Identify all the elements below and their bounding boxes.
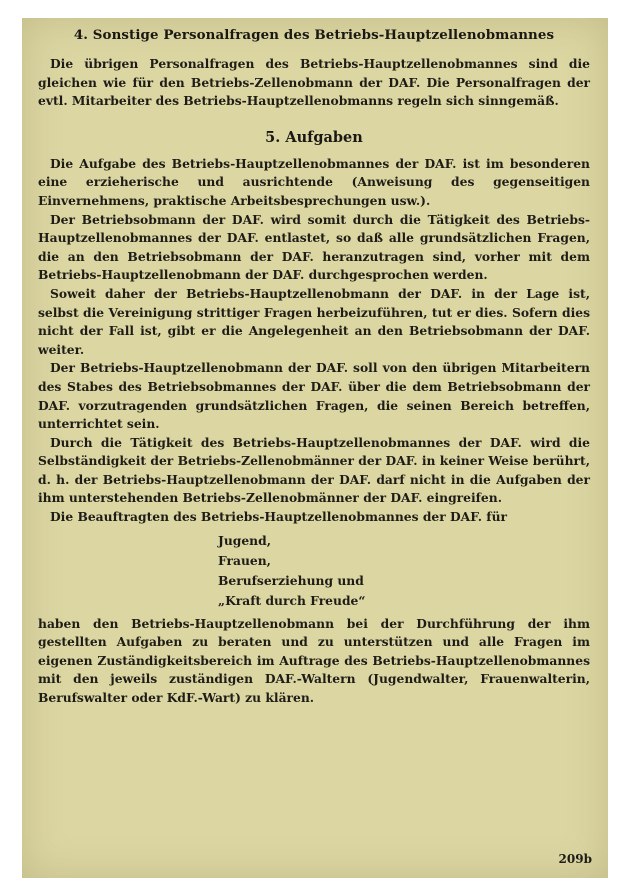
- section-4-heading: 4. Sonstige Personalfragen des Betriebs-Hauptzellenobmannes: [73, 27, 555, 43]
- section-5-heading: 5. Aufgaben: [265, 128, 363, 146]
- document-page: [22, 18, 608, 878]
- section-5-paragraph-4: Der Betriebs-Hauptzellenobmann der DAF. soll von den übrigen Mitarbeitern des Stabes des Betriebsobmannes der DAF. über die dem Betriebsobmann der DAF. vorzutragenden grundsätzlichen Fragen, die seinen Bereich betreffen, unterrichtet sein.: [38, 360, 590, 432]
- section-5-closing-paragraph: haben den Betriebs-Hauptzellenobmann bei der Durchführung der ihm gestellten Aufgaben zu beraten und zu unterstützen und alle Fragen im eigenen Zuständigkeitsbereich im Auftrage des Betriebs-Hauptzellenobmannes mit den jeweils zuständigen DAF.-Waltern (Jugendwalter, Frauenwalterin, Berufswalter oder KdF.-Wart) zu klären.: [38, 615, 590, 706]
- section-5-paragraph-2: Der Betriebsobmann der DAF. wird somit durch die Tätigkeit des Betriebs-Hauptzellenobmannes der DAF. entlastet, so daß alle grundsätzlichen Fragen, die an den Betriebsobmann der DAF. heranzutragen sind, vorher mit dem Betriebs-Hauptzellenobmann der DAF. durchgesprochen werden.: [38, 211, 590, 283]
- list-item: Jugend,: [218, 532, 272, 548]
- section-5-paragraph-5: Durch die Tätigkeit des Betriebs-Hauptzellenobmannes der DAF. wird die Selbständigkeit der Betriebs-Zellenobmänner der DAF. in keiner Weise berührt, d. h. der Betriebs-Hauptzellenobmann der DAF. darf nicht in die Aufgaben der ihm unterstehenden Betriebs-Zellenobmänner der DAF. eingreifen.: [38, 434, 590, 506]
- representatives-list: [38, 531, 590, 611]
- list-item: „Kraft durch Freude“: [218, 592, 366, 608]
- page-number: 209b: [558, 852, 592, 866]
- section-5-paragraph-1: Die Aufgabe des Betriebs-Hauptzellenobmannes der DAF. ist im besonderen eine erzieherische und ausrichtende (Anweisung des gegenseitigen Einvernehmens, praktische Arbeitsbesprechungen usw.).: [38, 155, 590, 208]
- section-4-paragraph: Die übrigen Personalfragen des Betriebs-Hauptzellenobmannes sind die gleichen wie für den Betriebs-Zellenobmann der DAF. Die Personalfragen der evtl. Mitarbeiter des Betriebs-Hauptzellenobmanns regeln sich sinngemäß.: [38, 56, 590, 109]
- list-item: Berufserziehung und: [218, 572, 364, 588]
- section-5-paragraph-3: Soweit daher der Betriebs-Hauptzellenobmann der DAF. in der Lage ist, selbst die Vereinigung strittiger Fragen herbeizuführen, tut er dies. Sofern dies nicht der Fall ist, gibt er die Angelegenheit an den Betriebsobmann der DAF. weiter.: [38, 285, 590, 357]
- section-5-paragraph-6: Die Beauftragten des Betriebs-Hauptzellenobmannes der DAF. für: [50, 509, 507, 525]
- page-content: [38, 26, 590, 708]
- list-item: Frauen,: [218, 552, 271, 568]
